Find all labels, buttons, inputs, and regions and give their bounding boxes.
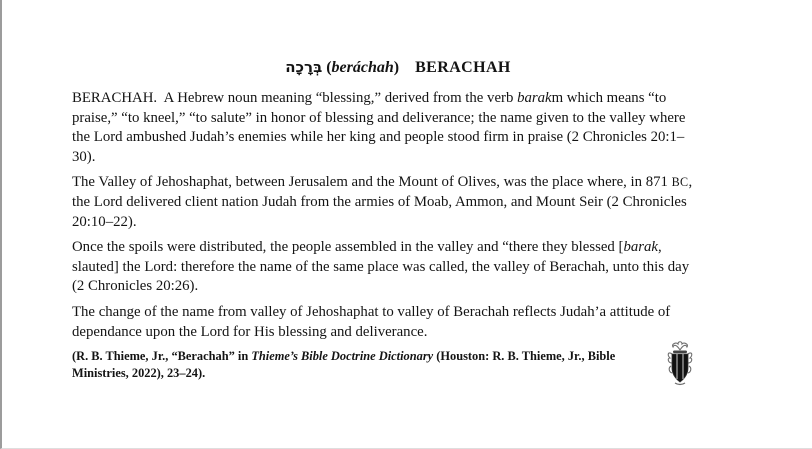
paragraph-spoils: [72, 238, 696, 297]
paragraph-valley: [72, 173, 696, 232]
paragraph-text: m which means “to praise,” “to kneel,” “to salute” in honor of blessing and deliverance; the name given to the valley where the Lord ambushed Judah’s enemies while her king and people stood firm in praise (2 Chronicles 20:1–30).: [72, 90, 686, 165]
entry-content: [72, 58, 696, 395]
hebrew-headword: בְּרָכָה: [285, 58, 323, 76]
source-citation: [72, 348, 658, 381]
paragraph-text-italic: barak: [623, 239, 658, 256]
citation-book-title: Thieme’s Bible Doctrine Dictionary: [251, 349, 434, 364]
paragraph-text: , slauted] the Lord: therefore the name of the same place was called, the valley of Berachah, unto this day (2 Chronicles 20:26).: [72, 239, 690, 295]
paren-close: ): [393, 59, 400, 76]
transliteration: beráchah: [331, 59, 394, 76]
paragraph-text: BERACHAH. A Hebrew noun meaning “blessing,” derived from the verb: [72, 90, 518, 106]
citation-text: (R. B. Thieme, Jr., “Berachah” in: [72, 349, 252, 364]
paragraph-text-smallcaps: BC: [671, 175, 689, 190]
entry-body: [72, 89, 696, 342]
paragraph-text: Once the spoils were distributed, the people assembled in the valley and “there they blessed [: [72, 239, 624, 256]
paragraph-text: The change of the name from valley of Jehoshaphat to valley of Berachah reflects Judah’a attitude of dependance upon the Lord for His blessing and deliverance.: [72, 303, 671, 340]
citation-text: (Houston: R. B. Thieme, Jr., Bible Ministries, 2022), 23–24).: [72, 349, 616, 380]
paragraph-name-change: [72, 303, 696, 342]
paragraph-text: , the Lord delivered client nation Judah from the armies of Moab, Ammon, and Mount Seir (2 Chronicles 20:10–22).: [72, 174, 693, 230]
paragraph-text: The Valley of Jehoshaphat, between Jerusalem and the Mount of Olives, was the place where, in 871: [72, 174, 672, 191]
headword: BERACHAH: [415, 59, 511, 76]
ministry-crest-icon: [664, 340, 696, 395]
paren-open: (: [322, 59, 332, 76]
paragraph-definition: [72, 89, 696, 167]
paragraph-text-italic: barak: [517, 90, 552, 106]
entry-title: [86, 58, 710, 77]
citation-row: [72, 348, 696, 395]
